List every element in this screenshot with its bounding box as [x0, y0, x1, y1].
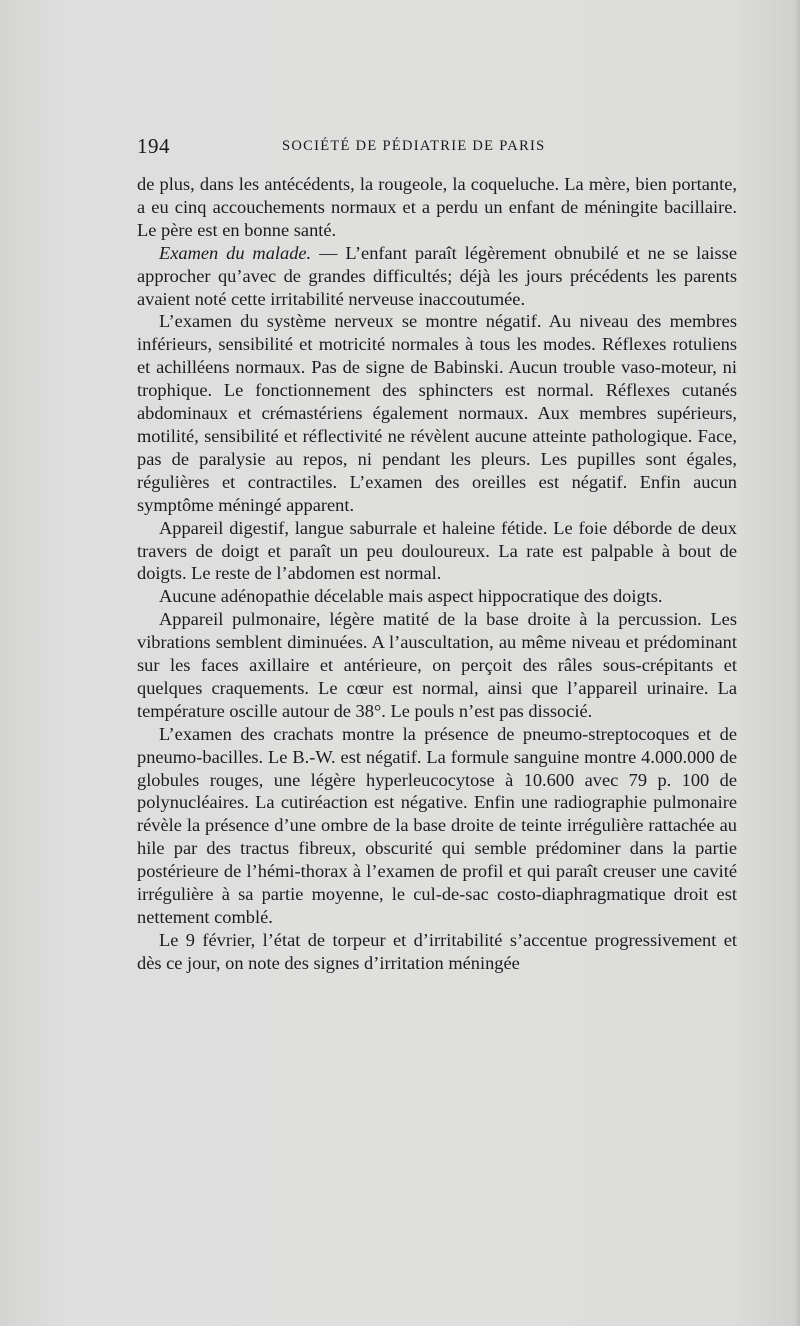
- paragraph: [137, 310, 737, 516]
- paragraph-text: Appareil pulmonaire, légère matité de la base droite à la percussion. Les vibrations semblent diminuées. A l’auscultation, au même niveau et prédominant sur les faces axillaire et antérieure, on perçoit des râles sous-crépitants et quelques craquements. Le cœur est normal, ainsi que l’appareil urinaire. La température oscille autour de 38°. Le pouls n’est pas dissocié.: [137, 609, 737, 721]
- paragraph: [137, 173, 737, 242]
- paragraph: [137, 929, 737, 975]
- paragraph-text: — L’enfant paraît légèrement obnubilé et ne se laisse approcher qu’avec de grandes difficultés; déjà les jours précédents les parents avaient noté cette irritabilité nerveuse inaccoutumée.: [137, 242, 738, 309]
- paragraph: [137, 608, 737, 723]
- page-header: [137, 134, 737, 158]
- paragraph-text: Appareil digestif, langue saburrale et haleine fétide. Le foie déborde de deux travers de doigt et paraît un peu douloureux. La rate est palpable à bout de doigts. Le reste de l’abdomen est normal.: [137, 517, 737, 584]
- paragraph: [137, 517, 737, 586]
- paragraph-text: de plus, dans les antécédents, la rougeole, la coqueluche. La mère, bien portante, a eu cinq accouchements normaux et a perdu un enfant de méningite bacillaire. Le père est en bonne santé.: [137, 174, 737, 240]
- paragraph: [137, 242, 737, 311]
- paragraph: [137, 585, 737, 608]
- page-edge: [794, 0, 800, 1326]
- paragraph: [137, 723, 737, 929]
- paragraph-text: L’examen du système nerveux se montre négatif. Au niveau des membres inférieurs, sensibilité et motricité normales à tous les modes. Réflexes rotuliens et achilléens normaux. Pas de signe de Babinski. Aucun trouble vaso-moteur, ni trophique. Le fonctionnement des sphincters est normal. Réflexes cutanés abdominaux et crémastériens également normaux. Aux membres supérieurs, motilité, sensibilité et réflectivité ne révèlent aucune atteinte pathologique. Face, pas de paralysie au repos, ni pendant les pleurs. Les pupilles sont égales, régulières et contractiles. L’examen des oreilles est négatif. Enfin aucun symptôme méningé apparent.: [137, 311, 737, 515]
- paragraph-text: Aucune adénopathie décelable mais aspect hippocratique des doigts.: [159, 586, 663, 607]
- paragraph-text: L’examen des crachats montre la présence de pneumo-streptocoques et de pneumo-bacilles. Le B.-W. est négatif. La formule sanguine montre 4.000.000 de globules rouges, une légère hyperleucocytose à 10.600 avec 79 p. 100 de polynucléaires. La cutiréaction est négative. Enfin une radiographie pulmonaire révèle la présence d’une ombre de la base droite de teinte irrégulière rattachée au hile par des tractus fibreux, obscurité qui semble prédominer dans la partie postérieure de l’hémi-thorax à l’examen de profil et qui paraît creuser une cavité irrégulière à sa partie moyenne, le cul-de-sac costo-diaphragmatique droit est nettement comblé.: [137, 723, 737, 927]
- section-heading: Examen du malade.: [159, 242, 312, 263]
- paragraph-text: Le 9 février, l’état de torpeur et d’irritabilité s’accentue progressivement et dès ce jour, on note des signes d’irritation méningée: [137, 929, 737, 973]
- page-number: 194: [137, 134, 170, 158]
- body-text: [137, 173, 737, 975]
- running-head: SOCIÉTÉ DE PÉDIATRIE DE PARIS: [282, 138, 546, 154]
